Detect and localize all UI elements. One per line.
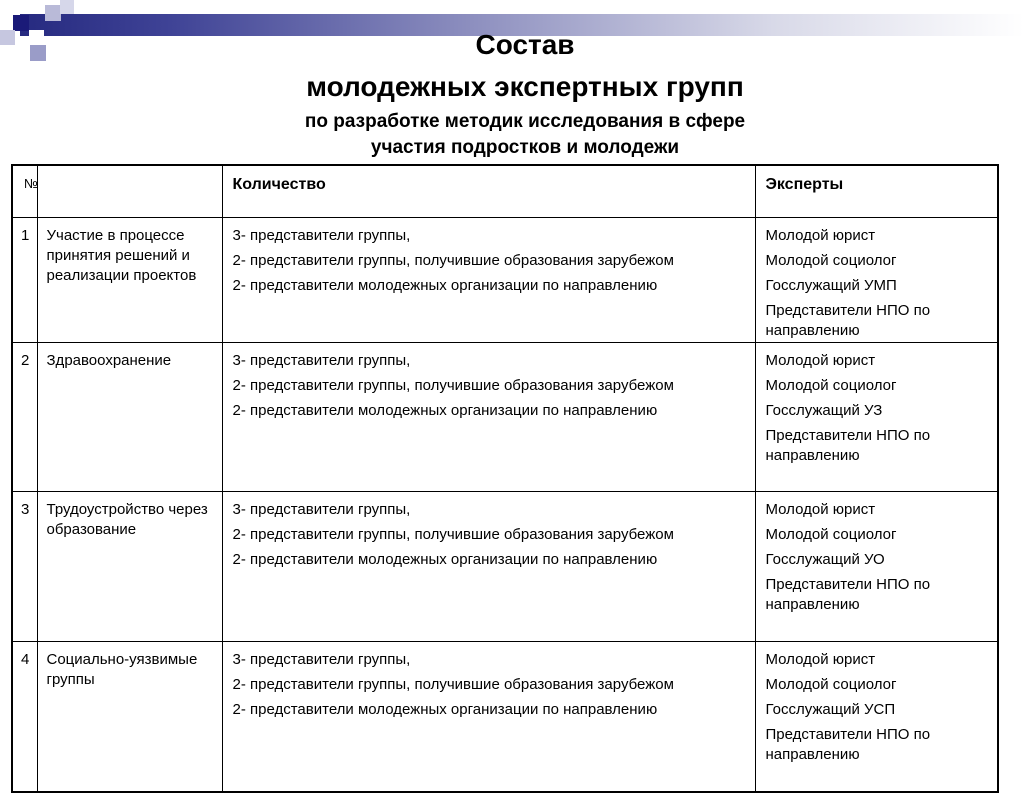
quantity-line: 2- представители молодежных организации по направлению: [232, 402, 658, 419]
row-quantity: [222, 343, 755, 492]
row-number: 3: [12, 492, 37, 642]
decor-square: [0, 30, 15, 45]
expert-line: Молодой социолог: [765, 676, 897, 693]
quantity-line: 2- представители молодежных организации по направлению: [232, 277, 658, 294]
slide-subtitle-line-2: участия подростков и молодежи: [370, 137, 680, 158]
expert-line: Представители НПО по направлению: [765, 726, 931, 763]
table-header-row: [12, 165, 998, 218]
row-quantity: [222, 492, 755, 642]
row-experts: [755, 642, 998, 792]
expert-line: Госслужащий УЗ: [765, 402, 883, 419]
header-direction: [37, 165, 222, 218]
expert-line: Госслужащий УСП: [765, 701, 896, 718]
quantity-line: 2- представители группы, получившие образования зарубежом: [232, 676, 674, 693]
decor-square: [29, 30, 44, 45]
expert-line: Госслужащий УО: [765, 551, 885, 568]
header-number: №: [12, 165, 37, 218]
quantity-line: 3- представители группы,: [232, 501, 411, 518]
header-quantity: Количество: [222, 165, 755, 218]
row-experts: [755, 343, 998, 492]
row-number: 2: [12, 343, 37, 492]
expert-line: Молодой юрист: [765, 501, 876, 518]
expert-line: Представители НПО по направлению: [765, 427, 931, 464]
expert-line: Молодой социолог: [765, 377, 897, 394]
decor-square: [60, 0, 74, 14]
table-row: [12, 343, 998, 492]
row-experts: [755, 492, 998, 642]
decor-square: [30, 45, 46, 61]
expert-line: Представители НПО по направлению: [765, 302, 931, 339]
quantity-line: 2- представители молодежных организации по направлению: [232, 701, 658, 718]
row-direction: Участие в процессе принятия решений и реализации проектов: [37, 218, 222, 343]
quantity-line: 3- представители группы,: [232, 352, 411, 369]
row-number: 1: [12, 218, 37, 343]
quantity-line: 2- представители группы, получившие образования зарубежом: [232, 377, 674, 394]
expert-line: Представители НПО по направлению: [765, 576, 931, 613]
slide-subtitle-line-1: по разработке методик исследования в сфере: [304, 111, 746, 132]
row-number: 4: [12, 642, 37, 792]
slide-title-line-1: Состав: [475, 29, 575, 60]
table-row: [12, 642, 998, 792]
slide-title-line-2: молодежных экспертных групп: [306, 71, 744, 102]
row-direction: Трудоустройство через образование: [37, 492, 222, 642]
header-experts: Эксперты: [755, 165, 998, 218]
row-quantity: [222, 642, 755, 792]
expert-line: Молодой юрист: [765, 651, 876, 668]
decor-square: [45, 5, 61, 21]
expert-line: Молодой юрист: [765, 227, 876, 244]
expert-line: Молодой социолог: [765, 526, 897, 543]
expert-line: Госслужащий УМП: [765, 277, 897, 294]
quantity-line: 2- представители группы, получившие образования зарубежом: [232, 252, 674, 269]
decor-square: [13, 15, 29, 31]
row-direction: Социально-уязвимые группы: [37, 642, 222, 792]
expert-line: Молодой социолог: [765, 252, 897, 269]
quantity-line: 3- представители группы,: [232, 227, 411, 244]
expert-groups-table: [11, 164, 999, 793]
table-row: [12, 218, 998, 343]
row-experts: [755, 218, 998, 343]
table-row: [12, 492, 998, 642]
quantity-line: 2- представители группы, получившие образования зарубежом: [232, 526, 674, 543]
row-quantity: [222, 218, 755, 343]
quantity-line: 2- представители молодежных организации по направлению: [232, 551, 658, 568]
row-direction: Здравоохранение: [37, 343, 222, 492]
expert-line: Молодой юрист: [765, 352, 876, 369]
quantity-line: 3- представители группы,: [232, 651, 411, 668]
